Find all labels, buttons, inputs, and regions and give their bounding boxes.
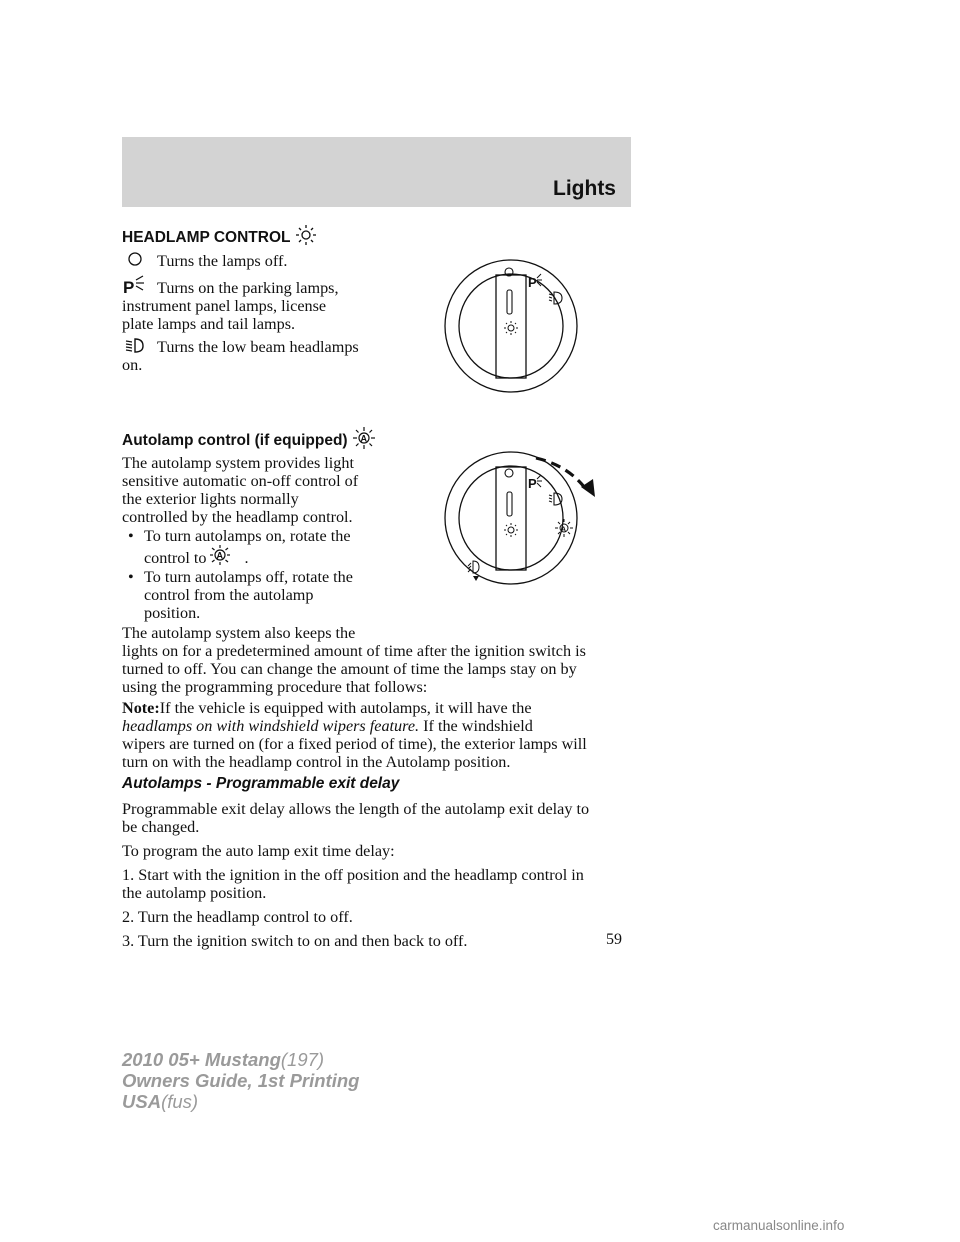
- off-description: Turns the lamps off.: [157, 252, 288, 270]
- section-header-band: [122, 137, 631, 207]
- note-line1: [122, 699, 532, 717]
- footer-model-code: (197): [280, 1049, 325, 1070]
- autolamp-dial-illustration: [440, 444, 620, 594]
- footer-line2: Owners Guide, 1st Printing: [122, 1070, 360, 1091]
- footer-region: USA: [122, 1091, 162, 1112]
- note-line1-text: If the vehicle is equipped with autolamps, it will have the: [159, 699, 532, 717]
- keeps-line4: using the programming procedure that follows:: [122, 678, 428, 696]
- autolamp-intro-line1: The autolamp system provides light: [122, 454, 354, 472]
- headlamp-dial-illustration: [440, 252, 590, 402]
- exit-delay-heading: Autolamps - Programmable exit delay: [122, 775, 400, 792]
- autolamp-icon: [352, 426, 376, 450]
- parking-lamps-icon: [122, 275, 148, 297]
- bullet1-line2-text: control to: [144, 549, 207, 567]
- bullet2-line2: control from the autolamp: [144, 586, 314, 604]
- note-label: Note:: [122, 699, 160, 717]
- headlamp-heading-text: HEADLAMP CONTROL: [122, 229, 291, 246]
- bullet1-line1: To turn autolamps on, rotate the: [144, 527, 351, 545]
- keeps-line3: turned to off. You can change the amount of time the lamps stay on by: [122, 660, 577, 678]
- parking-line2: instrument panel lamps, license: [122, 297, 327, 315]
- autolamp-intro-line2: sensitive automatic on-off control of: [122, 472, 359, 490]
- note-line2: [122, 717, 533, 735]
- dial2-auto-letter: A: [561, 526, 567, 534]
- note-line2-text: If the windshield: [419, 717, 533, 735]
- autolamp-heading-text: Autolamp control (if equipped): [122, 432, 348, 449]
- exit-para2: To program the auto lamp exit time delay:: [122, 842, 395, 860]
- autolamp-heading: [122, 426, 376, 450]
- bullet-autolamp-letter: A: [216, 550, 223, 561]
- autolamp-intro-line4: controlled by the headlamp control.: [122, 508, 353, 526]
- lowbeam-line2: on.: [122, 356, 143, 374]
- bullet1-marker: •: [128, 527, 134, 545]
- exit-para1-line1: Programmable exit delay allows the length of the autolamp exit delay to: [122, 800, 590, 818]
- bullet1-line2: [144, 545, 249, 567]
- exit-step3: 3. Turn the ignition switch to on and then back to off.: [122, 932, 468, 950]
- keeps-line2: lights on for a predetermined amount of time after the ignition switch is: [122, 642, 586, 660]
- footer-region-code: (fus): [161, 1091, 199, 1112]
- exit-para1-line2: be changed.: [122, 818, 200, 836]
- headlamp-sun-icon: [295, 224, 317, 246]
- bullet2-marker: •: [128, 568, 134, 586]
- off-circle-icon: [127, 251, 145, 269]
- exit-step1-line2: the autolamp position.: [122, 884, 267, 902]
- headlamp-heading: [122, 224, 317, 247]
- exit-step2: 2. Turn the headlamp control to off.: [122, 908, 353, 926]
- note-feature-italic: headlamps on with windshield wipers feature.: [122, 717, 420, 735]
- footer-line3: [122, 1091, 359, 1112]
- note-line3: wipers are turned on (for a fixed period of time), the exterior lamps will: [122, 735, 587, 753]
- dial1-parking-letter: P: [528, 275, 537, 290]
- keeps-line1: The autolamp system also keeps the: [122, 624, 356, 642]
- bullet2-line3: position.: [144, 604, 201, 622]
- bullet1-period: .: [244, 549, 249, 567]
- print-footer: [122, 1049, 359, 1112]
- section-title: Lights: [553, 177, 616, 200]
- footer-line1: [122, 1049, 359, 1070]
- parking-line3: plate lamps and tail lamps.: [122, 315, 296, 333]
- note-line4: turn on with the headlamp control in the Autolamp position.: [122, 753, 511, 771]
- parking-line1: Turns on the parking lamps,: [157, 279, 339, 297]
- footer-model: 2010 05+ Mustang: [122, 1049, 281, 1070]
- watermark-text: carmanualsonline.info: [713, 1218, 845, 1233]
- dial2-parking-letter: P: [528, 476, 537, 491]
- autolamp-intro-line3: the exterior lights normally: [122, 490, 299, 508]
- bullet2-line1: To turn autolamps off, rotate the: [144, 568, 353, 586]
- low-beam-icon: [124, 335, 152, 355]
- lowbeam-line1: Turns the low beam headlamps: [157, 338, 359, 356]
- page-number: 59: [606, 931, 622, 948]
- exit-step1-line1: 1. Start with the ignition in the off position and the headlamp control in: [122, 866, 584, 884]
- svg-text:P: P: [123, 278, 135, 297]
- autolamp-icon-letter: A: [360, 433, 367, 444]
- bullet-autolamp-icon: [207, 545, 233, 567]
